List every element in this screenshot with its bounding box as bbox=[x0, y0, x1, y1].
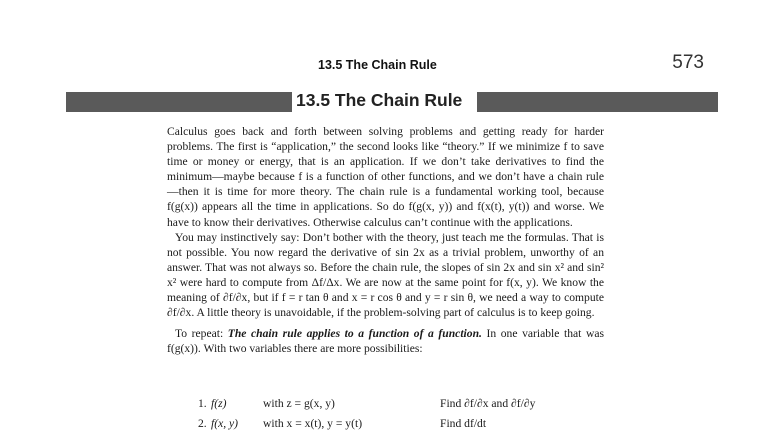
list-item-function: f(z) bbox=[211, 397, 227, 410]
paragraph-3-emphasis: The chain rule applies to a function of a function. bbox=[227, 327, 482, 341]
section-bar-left bbox=[66, 92, 292, 112]
body-text bbox=[167, 124, 604, 356]
paragraph-3-rest: In one variable that was f(g(x)). With two variables there are more possibilities: bbox=[167, 327, 604, 356]
running-head: 13.5 The Chain Rule bbox=[318, 58, 437, 72]
list-item-find: Find ∂f/∂x and ∂f/∂y bbox=[440, 397, 536, 410]
paragraph-3-lead: To repeat: bbox=[175, 327, 224, 341]
list-item-find: Find df/dt bbox=[440, 417, 487, 430]
paragraph-2: You may instinctively say: Don’t bother with the theory, just teach me the formulas. That is not possible. You now regard the derivative of sin 2x as a trivial problem, unworthy of an answer. That was not always so. Before the chain rule, the slopes of sin 2x and sin x² and sin² x² were hard to compute from Δf/Δx. We are now at the same point for f(x, y). We know the meaning of ∂f/∂x, but if f = r tan θ and x = r cos θ and y = r sin θ, we need a way to compute ∂f/∂x. A little theory is unavoidable, if the problem-solving part of calculus is to keep going. bbox=[167, 230, 604, 320]
paragraph-1: Calculus goes back and forth between solving problems and getting ready for harder problems. The first is “application,” the second looks like “theory.” If we minimize f to save time or money or energy, that is an application. If we don’t take derivatives to find the minimum—maybe because f is a function of other functions, and we don’t have a chain rule—then it is time for more theory. The chain rule is a fundamental working tool, because f(g(x)) appears all the time in applications. So do f(g(x, y)) and f(x(t), y(t)) and worse. We have to know their derivatives. Otherwise calculus can’t continue with the applications. bbox=[167, 125, 604, 229]
list-item-function: f(x, y) bbox=[211, 417, 239, 430]
paragraph-3 bbox=[167, 326, 604, 356]
section-title: 13.5 The Chain Rule bbox=[296, 90, 463, 110]
list-item-condition: with z = g(x, y) bbox=[263, 397, 335, 410]
list-item-number: 1. bbox=[198, 397, 207, 410]
page-number: 573 bbox=[672, 52, 704, 73]
list-item-condition: with x = x(t), y = y(t) bbox=[263, 417, 363, 430]
section-bar-right bbox=[477, 92, 718, 112]
list-item-number: 2. bbox=[198, 417, 207, 430]
